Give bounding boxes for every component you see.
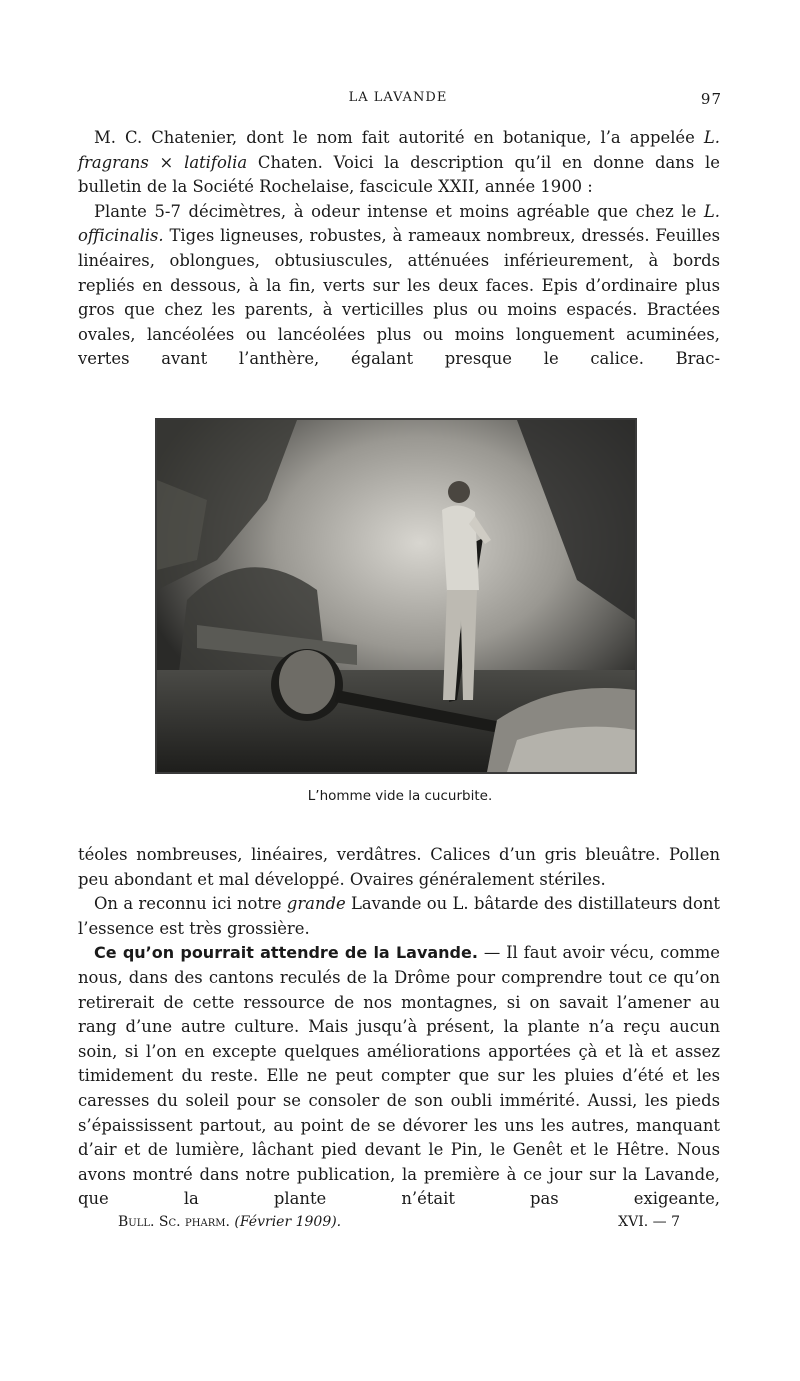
text-block-top xyxy=(78,126,720,372)
paragraph-2: Plante 5-7 décimètres, à odeur intense et moins agréable que chez le L. officinalis. Tiges ligneuses, robustes, à rameaux nombreux, dressés. Feuilles linéaires, oblongues, obtusiuscules, atténuées inférieurement, à bords repliés en dessous, à la fin, verts sur les deux faces. Epis d’ordinaire plus gros que chez les parents, à verticilles plus ou moins espacés. Bractées ovales, lancéolées ou lancéolées plus ou moins longuement acuminées, vertes avant l’anthère, égalant presque le calice. Brac- xyxy=(78,201,720,369)
section-heading: Ce qu’on pourrait attendre de la Lavande. xyxy=(94,943,478,963)
paragraph-5: Ce qu’on pourrait attendre de la Lavande. — Il faut avoir vécu, comme nous, dans des cantons reculés de la Drôme pour comprendre tout ce qu’on retirerait de cette ressource de nos montagnes, si on savait l’amener au rang d’une autre culture. Mais jusqu’à présent, la plante n’a reçu aucun soin, si l’on en excepte quelques améliorations apportées çà et là et assez timidement du reste. Elle ne peut compter que sur les pluies d’été et les caresses du soleil pour se consoler de son oubli immérité. Aussi, les pieds s’épaississent partout, au point de se dévorer les uns les autres, manquant d’air et de lumière, lâchant pied devant le Pin, le Genêt et le Hêtre. Nous avons montré dans notre publication, la première à ce jour sur la Lavande, que la plante n’était pas exigeante, xyxy=(78,943,720,1209)
paragraph-4: On a reconnu ici notre grande Lavande ou L. bâtarde des distillateurs dont l’essence est très grossière. xyxy=(78,894,720,938)
footer-signature: XVI. — 7 xyxy=(618,1214,680,1230)
paragraph-3: téoles nombreuses, linéaires, verdâtres. Calices d’un gris bleuâtre. Pollen peu abondant et mal développé. Ovaires généralement stériles. xyxy=(78,845,720,889)
photo-illustration xyxy=(157,420,635,772)
text-block-bottom xyxy=(78,843,720,1212)
page-number: 97 xyxy=(700,90,722,108)
page-footer xyxy=(118,1214,680,1236)
figure-caption: L’homme vide la cucurbite. xyxy=(307,788,493,804)
paragraph-1: M. C. Chatenier, dont le nom fait autorité en botanique, l’a appelée L. fragrans × latifolia Chaten. Voici la description qu’il en donne dans le bulletin de la Société Rochelaise, fascicule XXII, année 1900 : xyxy=(78,128,720,197)
photograph-distillation xyxy=(155,418,637,774)
footer-citation: Bull. Sc. pharm. (Février 1909). xyxy=(118,1214,342,1230)
running-title: LA LAVANDE xyxy=(348,90,448,105)
page-header xyxy=(78,90,722,110)
